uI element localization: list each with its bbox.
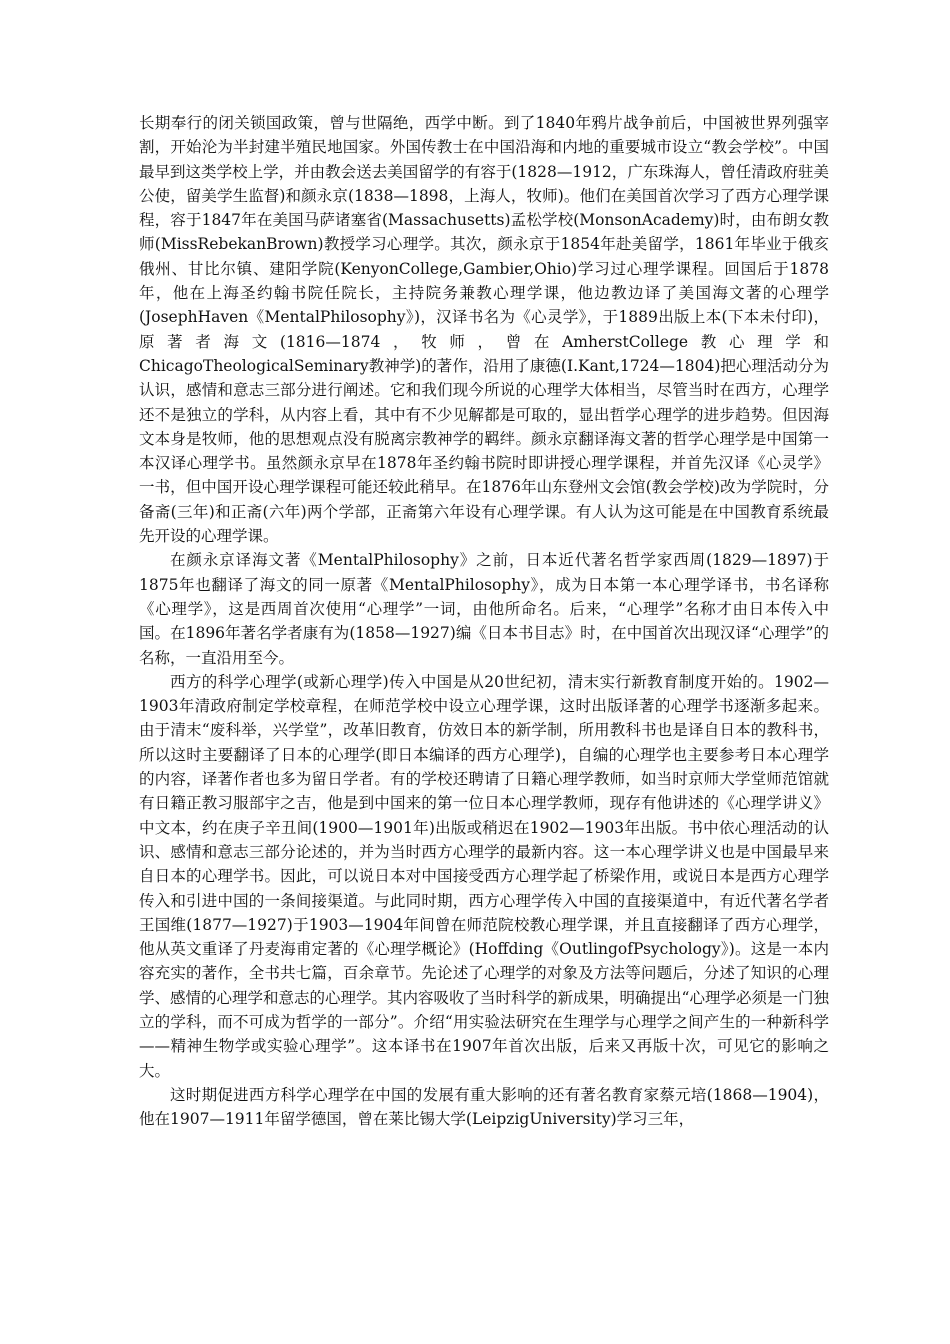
document-page xyxy=(139,111,829,1131)
paragraph-4: 这时期促进西方科学心理学在中国的发展有重大影响的还有著名教育家蔡元培(1868—1904)，他在1907—1911年留学德国，曾在莱比锡大学(LeipzigUniversity)学习三年， xyxy=(139,1085,829,1129)
paragraph-2: 在颜永京译海文著《MentalPhilosophy》之前，日本近代著名哲学家西周(1829—1897)于1875年也翻译了海文的同一原著《MentalPhilosophy》，成为日本第一本心理学译书，书名译称《心理学》，这是西周首次使用“心理学”一词，由他所命名。后来，“心理学”名称才由日本传入中国。在1896年著名学者康有为(1858—1927)编《日本书目志》时，在中国首次出现汉译“心理学”的名称，一直沿用至今。 xyxy=(139,551,829,667)
paragraph-3: 西方的科学心理学(或新心理学)传入中国是从20世纪初，清末实行新教育制度开始的。1902—1903年清政府制定学校章程，在师范学校中设立心理学课，这时出版译著的心理学书逐渐多起来。由于清末“废科举，兴学堂”，改革旧教育，仿效日本的新学制，所用教科书也是译自日本的教科书，所以这时主要翻译了日本的心理学(即日本编译的西方心理学)，自编的心理学也主要参考日本心理学的内容，译著作者也多为留日学者。有的学校还聘请了日籍心理学教师，如当时京师大学堂师范馆就有日籍正教习服部宇之吉，他是到中国来的第一位日本心理学教师，现存有他讲述的《心理学讲义》中文本，约在庚子辛丑间(1900—1901年)出版或稍迟在1902—1903年出版。书中依心理活动的认识、感情和意志三部分论述的，并为当时西方心理学的最新内容。这一本心理学讲义也是中国最早来自日本的心理学书。因此，可以说日本对中国接受西方心理学起了桥梁作用，或说日本是西方心理学传入和引进中国的一条间接渠道。与此同时期，西方心理学传入中国的直接渠道中，有近代著名学者王国维(1877—1927)于1903—1904年间曾在师范院校教心理学课，并且直接翻译了西方心理学，他从英文重译了丹麦海甫定著的《心理学概论》(Hoffding《OutlingofPsychology》)。这是一本内容充实的著作，全书共七篇，百余章节。先论述了心理学的对象及方法等问题后，分述了知识的心理学、感情的心理学和意志的心理学。其内容吸收了当时科学的新成果，明确提出“心理学必须是一门独立的学科，而不可成为哲学的一部分”。介绍“用实验法研究在生理学与心理学之间产生的一种新科学——精神生物学或实验心理学”。这本译书在1907年首次出版，后来又再版十次，可见它的影响之大。 xyxy=(139,672,829,1080)
paragraph-1: 长期奉行的闭关锁国政策，曾与世隔绝，西学中断。到了1840年鸦片战争前后，中国被世界列强宰割，开始沦为半封建半殖民地国家。外国传教士在中国沿海和内地的重要城市设立“教会学校”。中国最早到这类学校上学，并由教会送去美国留学的有容于(1828—1912，广东珠海人，曾任清政府驻美公使，留美学生监督)和颜永京(1838—1898，上海人，牧师)。他们在美国首次学习了西方心理学课程，容于1847年在美国马萨诸塞省(Massachusetts)孟松学校(MonsonAcademy)时，由布朗女教师(MissRebekanBrown)教授学习心理学。其次，颜永京于1854年赴美留学，1861年毕业于俄亥俄州、甘比尔镇、建阳学院(KenyonCollege,Gambier,Ohio)学习过心理学课程。回国后于1878年，他在上海圣约翰书院任院长，主持院务兼教心理学课，他边教边译了美国海文著的心理学(JosephHaven《MentalPhilosophy》)，汉译书名为《心灵学》，于1889出版上本(下本未付印)，原著者海文(1816—1874，牧师，曾在AmherstCollege教心理学和ChicagoTheologicalSeminary教神学)的著作，沿用了康德(I.Kant,1724—1804)把心理活动分为认识，感情和意志三部分进行阐述。它和我们现今所说的心理学大体相当，尽管当时在西方，心理学还不是独立的学科，从内容上看，其中有不少见解都是可取的，显出哲学心理学的进步趋势。但因海文本身是牧师，他的思想观点没有脱离宗教神学的羁绊。颜永京翻译海文著的哲学心理学是中国第一本汉译心理学书。虽然颜永京早在1878年圣约翰书院时即讲授心理学课程，并首先汉译《心灵学》一书，但中国开设心理学课程可能还较此稍早。在1876年山东登州文会馆(教会学校)改为学院时，分备斋(三年)和正斋(六年)两个学部，正斋第六年设有心理学课。有人认为这可能是在中国教育系统最先开设的心理学课。 xyxy=(139,114,829,546)
